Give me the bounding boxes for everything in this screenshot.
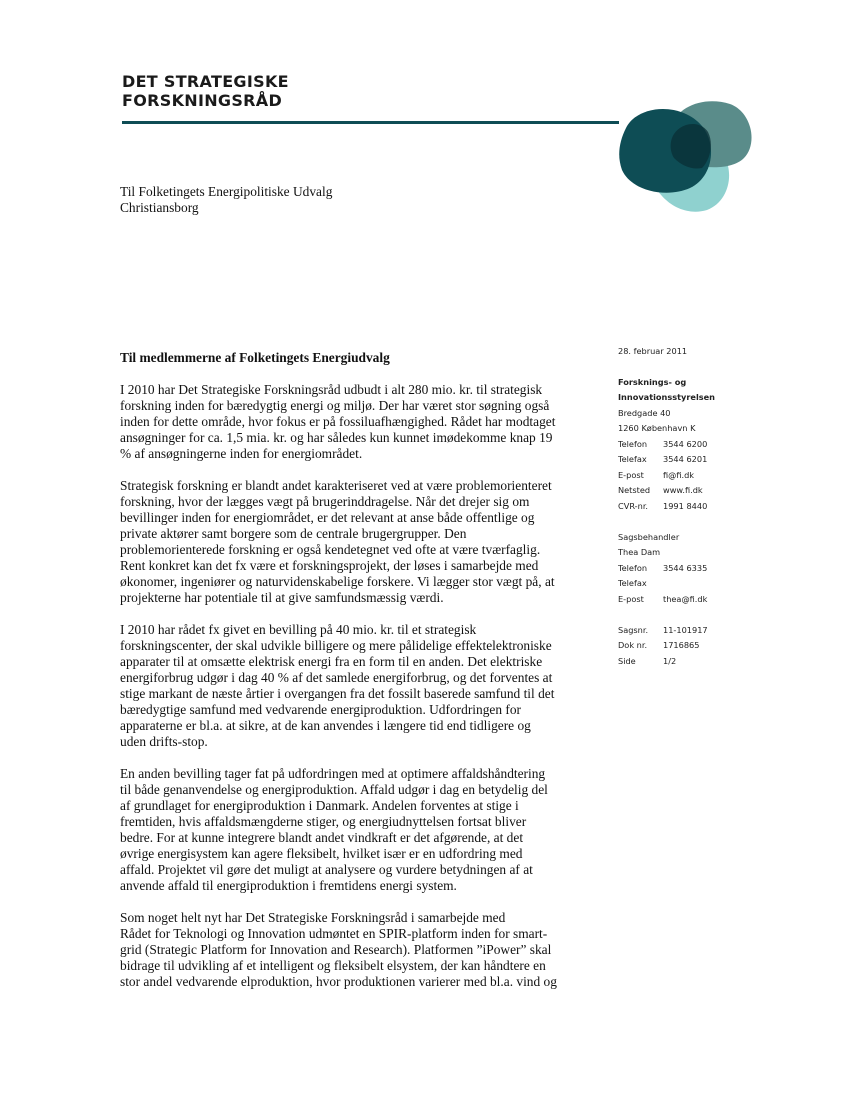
contact-row bbox=[618, 483, 768, 499]
paragraph-line: affald. Projektet vil gøre det muligt at analysere og vurdere betydningen af at bbox=[120, 862, 533, 877]
email-link[interactable]: fi@fi.dk bbox=[663, 469, 695, 480]
paragraph-line: projekterne har potentiale til at give samfundsmæssig værdi. bbox=[120, 590, 444, 605]
paragraph-line: forskning inden for bæredygtig energi og miljø. Der har været stor søgning også bbox=[120, 398, 550, 413]
paragraph-5 bbox=[120, 910, 590, 990]
logo-line-1: DET STRATEGISKE bbox=[122, 72, 289, 91]
handler-email-link[interactable]: thea@fi.dk bbox=[663, 593, 708, 604]
paragraph-3 bbox=[120, 622, 590, 750]
paragraph-line: Strategisk forskning er blandt andet karakteriseret ved at være problemorienteret bbox=[120, 478, 552, 493]
contact-value: 3544 6200 bbox=[663, 438, 708, 449]
contact-row bbox=[618, 467, 768, 483]
contact-row bbox=[618, 452, 768, 468]
org-name-line-1: Forsknings- og bbox=[618, 376, 687, 387]
contact-row bbox=[618, 436, 768, 452]
page-number: 1/2 bbox=[663, 655, 677, 666]
paragraph-line: af grundlaget for energiproduktion i Danmark. Andelen forventes at stige i bbox=[120, 798, 519, 813]
case-row bbox=[618, 653, 768, 669]
paragraph-line: private aktører samt borgere som de centrale brugergrupper. Den bbox=[120, 526, 467, 541]
contact-value: 1991 8440 bbox=[663, 500, 708, 511]
logo-line-2: FORSKNINGSRÅD bbox=[122, 91, 283, 110]
paragraph-line: bidrage til udvikling af et intelligent og fleksibelt elsystem, der kan håndtere en bbox=[120, 958, 546, 973]
address-line-1: Bredgade 40 bbox=[618, 407, 671, 418]
paragraph-line: stor andel vedvarende elproduktion, hvor produktionen varierer med bl.a. vind og bbox=[120, 974, 557, 989]
paragraph-line: øvrige energisystem kan agere fleksibelt, hvilket især er en udfordring med bbox=[120, 846, 523, 861]
paragraph-4 bbox=[120, 766, 590, 894]
address-line-2: 1260 København K bbox=[618, 423, 696, 434]
organization-logo-text bbox=[122, 72, 289, 110]
paragraph-line: grid (Strategic Platform for Innovation and Research). Platformen ”iPower” skal bbox=[120, 942, 552, 957]
handler-row bbox=[618, 576, 768, 592]
handler-label: Telefon bbox=[618, 562, 648, 573]
contact-label: CVR-nr. bbox=[618, 500, 649, 511]
paragraph-line: I 2010 har rådet fx givet en bevilling på 40 mio. kr. til et strategisk bbox=[120, 622, 477, 637]
paragraph-line: inden for dette område, hvor fokus er på fossiluafhængighed. Rådet har modtaget bbox=[120, 414, 556, 429]
paragraph-line: stige markant de næste årtier i overgangen fra det fossilt baserede samfund til det bbox=[120, 686, 555, 701]
recipient-block bbox=[120, 184, 332, 216]
case-value: 11-101917 bbox=[663, 624, 708, 635]
handler-row bbox=[618, 591, 768, 607]
paragraph-line: energiforbrug udgør i dag 40 % af det samlede energiforbrug, og det forventes at bbox=[120, 670, 553, 685]
case-row bbox=[618, 638, 768, 654]
paragraph-line: anvende affald til energiproduktion i fremtidens energi system. bbox=[120, 878, 457, 893]
letter-heading: Til medlemmerne af Folketingets Energiudvalg bbox=[120, 350, 390, 365]
paragraph-line: Rådet for Teknologi og Innovation udmøntet en SPIR-platform inden for smart- bbox=[120, 926, 548, 941]
handler-row bbox=[618, 560, 768, 576]
paragraph-line: til både genanvendelse og energiproduktion. Affald udgør i dag en betydelig del bbox=[120, 782, 548, 797]
sidebar-info bbox=[618, 343, 768, 669]
handler-value: 3544 6335 bbox=[663, 562, 708, 573]
letter-body bbox=[120, 350, 590, 1006]
logo-shapes-icon bbox=[612, 92, 762, 217]
logo-divider bbox=[122, 121, 619, 124]
website-link[interactable]: www.fi.dk bbox=[663, 485, 703, 496]
case-label: Sagsnr. bbox=[618, 624, 649, 635]
handler-label: E-post bbox=[618, 593, 644, 604]
paragraph-line: ansøgninger for ca. 1,5 mia. kr. og har således kun kunnet imødekomme knap 19 bbox=[120, 430, 553, 445]
recipient-line-1: Til Folketingets Energipolitiske Udvalg bbox=[120, 184, 333, 199]
case-label: Dok nr. bbox=[618, 640, 648, 651]
contact-label: Telefon bbox=[618, 438, 648, 449]
paragraph-line: problemorienterede forskning er også kendetegnet ved ofte at være tværfaglig. bbox=[120, 542, 541, 557]
paragraph-line: apparater til at omsætte elektrisk energi fra en form til en anden. Det elektriske bbox=[120, 654, 543, 669]
paragraph-line: forskning, hvor der lægges vægt på brugerinddragelse. Når det drejer sig om bbox=[120, 494, 530, 509]
recipient-line-2: Christiansborg bbox=[120, 200, 199, 215]
contact-row bbox=[618, 498, 768, 514]
paragraph-2 bbox=[120, 478, 590, 606]
letter-date: 28. februar 2011 bbox=[618, 345, 688, 356]
paragraph-line: fremtiden, hvis affaldsmængderne stiger, og energiudnyttelsen fortsat bliver bbox=[120, 814, 527, 829]
paragraph-line: bedre. For at kunne integrere blandt andet vindkraft er det afgørende, at det bbox=[120, 830, 524, 845]
handler-label: Telefax bbox=[618, 578, 647, 589]
paragraph-1 bbox=[120, 382, 590, 462]
contact-label: Netsted bbox=[618, 485, 651, 496]
paragraph-line: % af ansøgningerne inden for energiområdet. bbox=[120, 446, 363, 461]
handler-name: Thea Dam bbox=[618, 547, 661, 558]
paragraph-line: uden drifts-stop. bbox=[120, 734, 208, 749]
contact-label: Telefax bbox=[618, 454, 647, 465]
org-name-line-2: Innovationsstyrelsen bbox=[618, 392, 716, 403]
paragraph-line: bæredygtige samfund med vedvarende energiproduktion. Udfordringen for bbox=[120, 702, 521, 717]
paragraph-line: økonomer, ingeniører og naturvidenskabelige forskere. Vi lægger stor vægt på, at bbox=[120, 574, 555, 589]
paragraph-line: Rent konkret kan det fx være et forskningsprojekt, der løses i samarbejde med bbox=[120, 558, 539, 573]
handler-title: Sagsbehandler bbox=[618, 531, 680, 542]
paragraph-line: bevillinger inden for energiområdet, er det relevant at anse både offentlige og bbox=[120, 510, 535, 525]
case-label: Side bbox=[618, 655, 636, 666]
paragraph-line: I 2010 har Det Strategiske Forskningsråd udbudt i alt 280 mio. kr. til strategisk bbox=[120, 382, 543, 397]
case-value: 1716865 bbox=[663, 640, 700, 651]
paragraph-line: En anden bevilling tager fat på udfordringen med at optimere affaldshåndtering bbox=[120, 766, 546, 781]
contact-value: 3544 6201 bbox=[663, 454, 708, 465]
case-row bbox=[618, 622, 768, 638]
paragraph-line: forskningscenter, der skal udvikle billigere og mere pålidelige effektelektroniske bbox=[120, 638, 552, 653]
contact-label: E-post bbox=[618, 469, 644, 480]
paragraph-line: Som noget helt nyt har Det Strategiske Forskningsråd i samarbejde med bbox=[120, 910, 506, 925]
paragraph-line: apparaterne er bl.a. at sikre, at de kan anvendes i længere tid end tidligere og bbox=[120, 718, 531, 733]
